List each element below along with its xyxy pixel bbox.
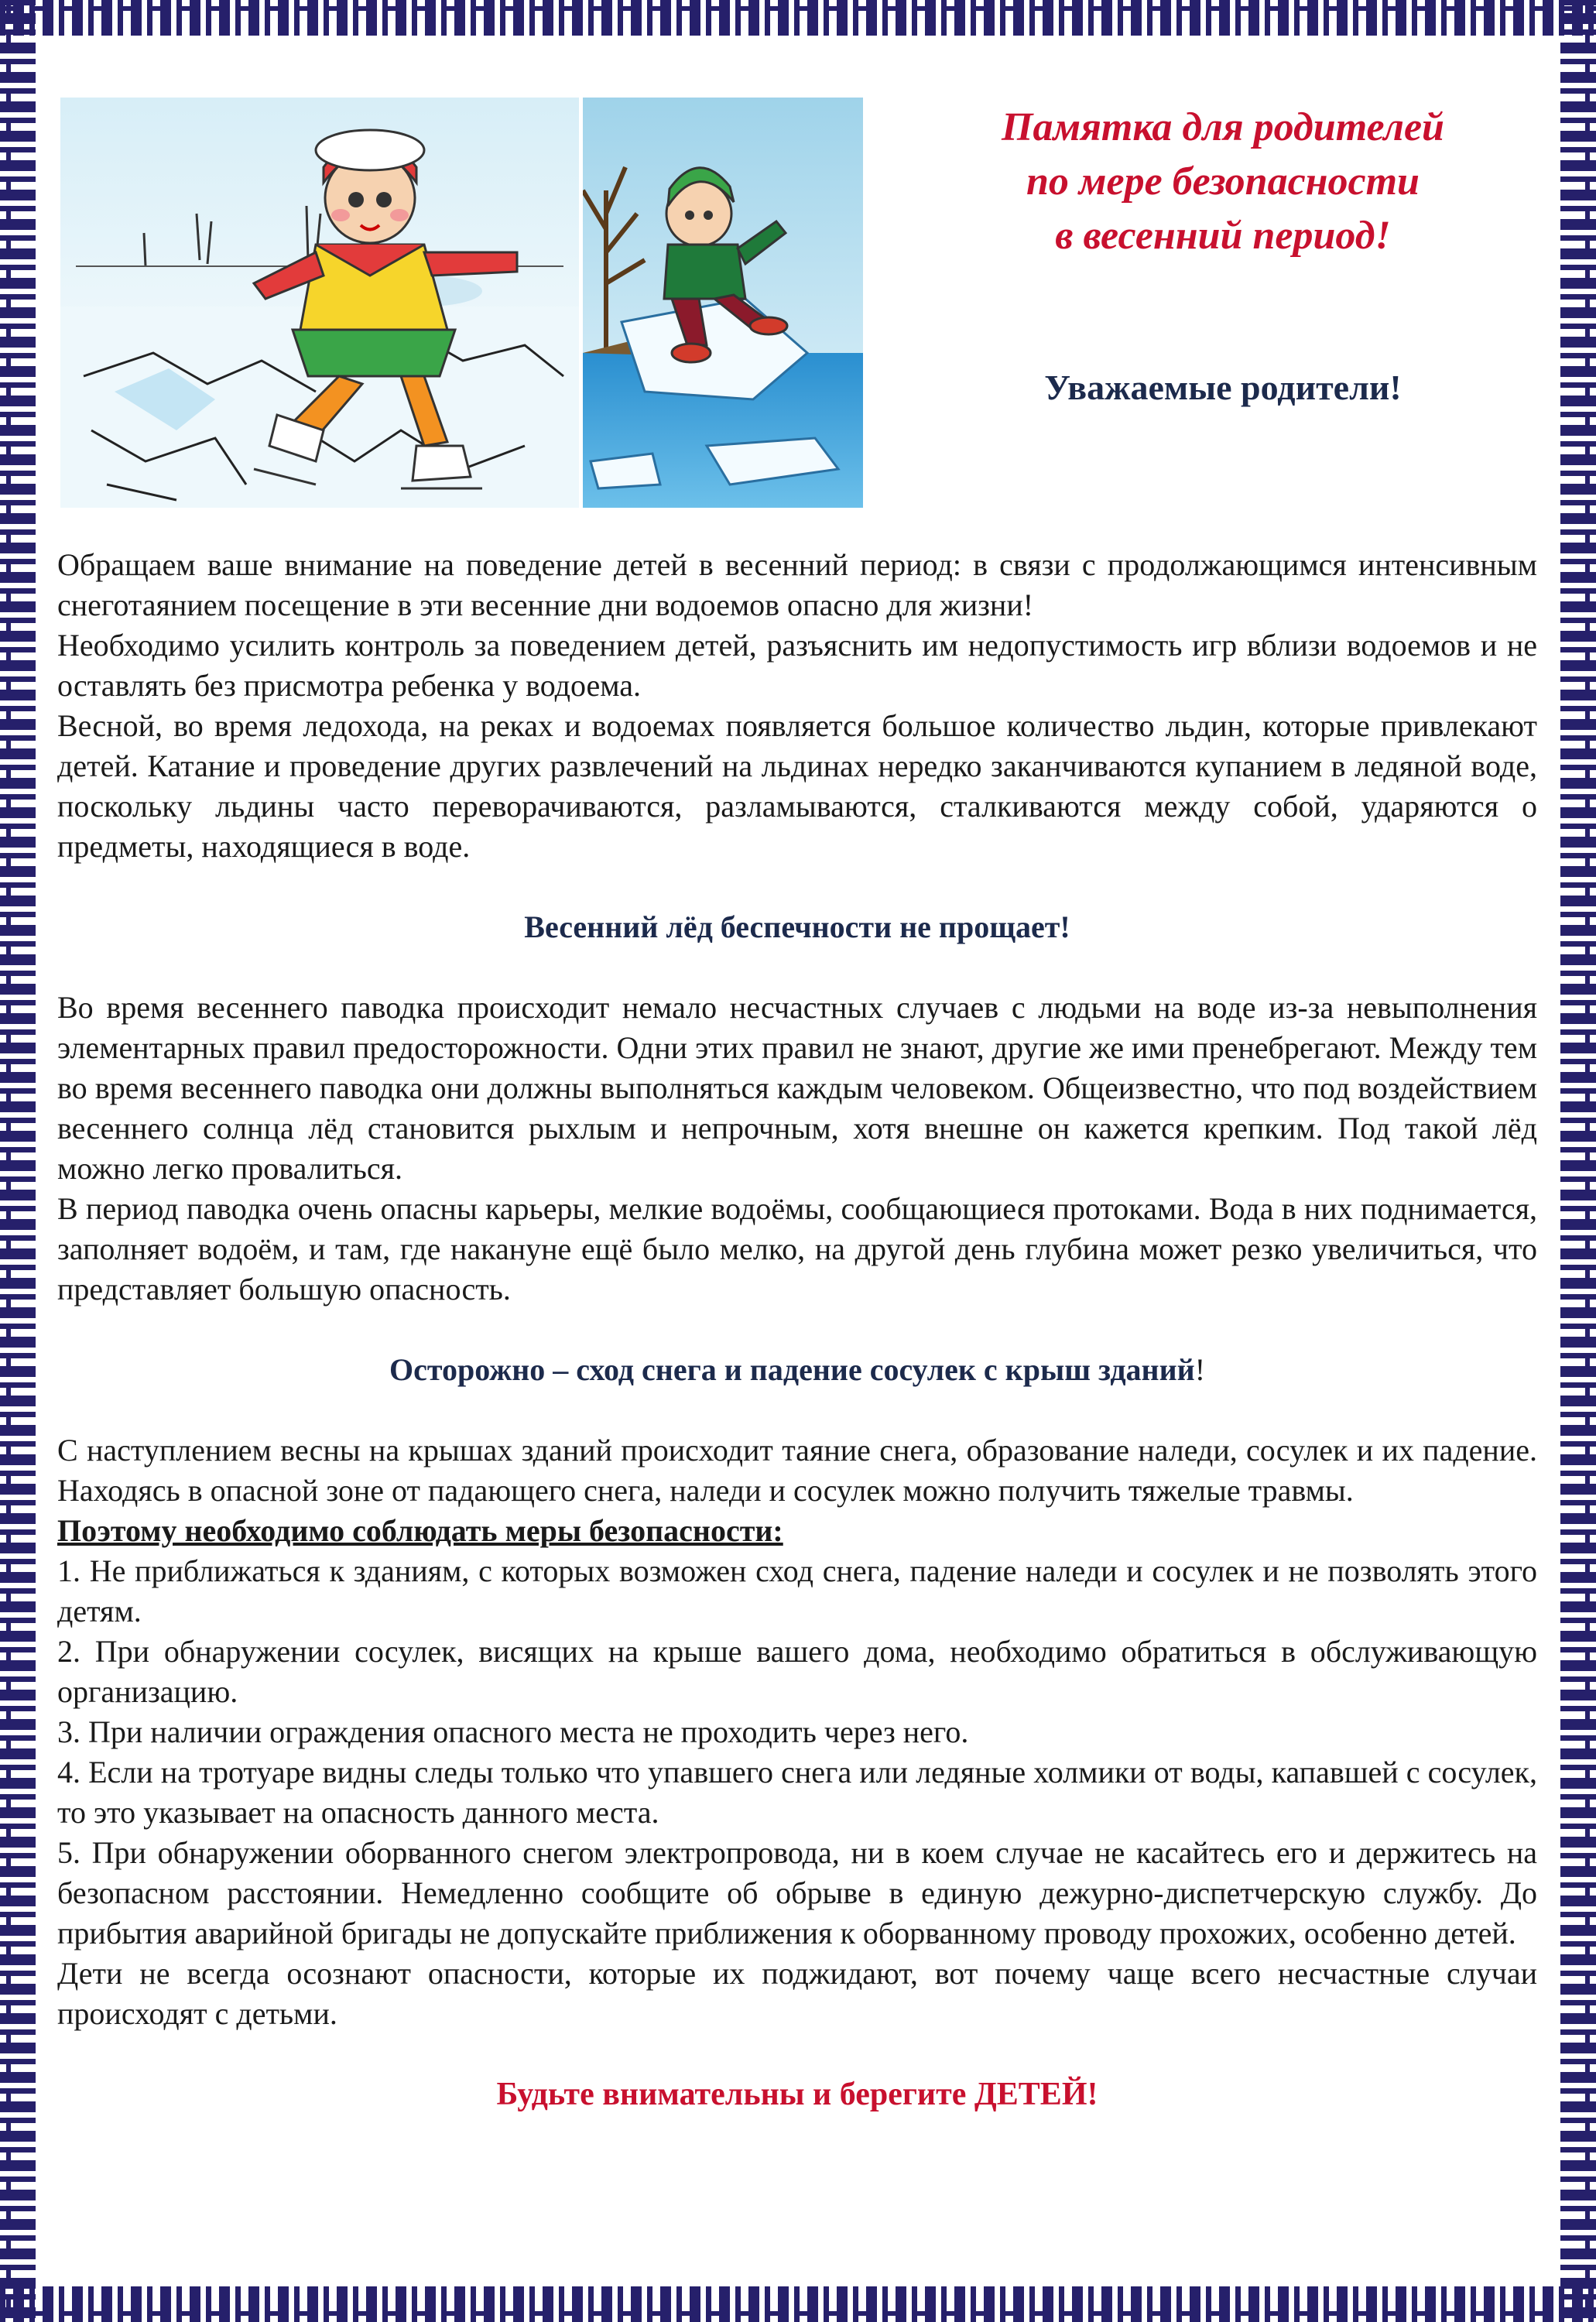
icicles-paragraph: С наступлением весны на крышах зданий происходит таяние снега, образование наледи, сосулек и их падение. Находясь в опасной зоне от падающего снега, наледи и сосулек можно получить тяжелые травмы. [57,1433,1537,1508]
icicles-heading-suffix: ! [1194,1352,1206,1387]
page-border-top [0,0,1596,36]
intro-paragraph: Необходимо усилить контроль за поведением детей, разъяснить им недопустимость игр вблизи водоемов и не оставлять без присмотра ребенка у водоема. [57,628,1537,703]
final-note: Будьте внимательны и берегите ДЕТЕЙ! [496,2077,1098,2112]
intro-paragraph: Весной, во время ледохода, на реках и водоемах появляется большое количество льдин, которые привлекают детей. Катание и проведение других развлечений на льдинах нередко заканчиваются купанием в ледяной воде, поскольку льдины часто переворачиваются, разламываются, сталкиваются между собой, ударяются о предметы, находящиеся в воде. [57,708,1537,864]
page-title [898,101,1548,263]
section-heading-ice: Весенний лёд беспечности не прощает! [524,909,1070,944]
page-border-right [1560,0,1596,2322]
page-border-bottom [0,2286,1596,2322]
safety-rule-item: 5. При обнаружении оборванного снегом электропровода, ни в коем случае не касайтесь его и держитесь на безопасном расстоянии. Немедленно сообщите об обрыве в единую дежурно-диспетчерскую службу. До прибытия аварийной бригады не допускайте приближения к оборванному проводу прохожих, особенно детей. [57,1835,1537,1950]
title-line: Памятка для родителей [1002,105,1444,149]
page-border-left [0,0,36,2322]
safety-rule-item: 3. При наличии ограждения опасного места не проходить через него. [57,1714,969,1749]
ice-floe-child-illustration [583,98,863,508]
safety-rule-item: 1. Не приближаться к зданиям, с которых возможен сход снега, падение наледи и сосулек и не позволять этого детям. [57,1553,1537,1628]
safety-rule-item: 2. При обнаружении сосулек, висящих на крыше вашего дома, необходимо обратиться в обслуживающую организацию. [57,1634,1537,1709]
title-line: по мере безопасности [1026,159,1420,204]
greeting: Уважаемые родители! [1044,368,1402,407]
ice-paragraph: Во время весеннего паводка происходит немало несчастных случаев с людьми на воде из-за невыполнения элементарных правил предосторожности. Одни этих правил не знают, другие же ими пренебрегают. Между тем во время весеннего паводка они должны выполняться каждым человеком. Общеизвестно, что под воздействием весеннего солнца лёд становится рыхлым и непрочным, хотя внешне он кажется крепким. Под такой лёд можно легко провалиться. [57,990,1537,1186]
document-body [57,545,1537,2115]
closing-paragraph: Дети не всегда осознают опасности, которые их поджидают, вот почему чаще всего несчастные случаи происходят с детьми. [57,1956,1537,2031]
skating-child-illustration [60,98,579,508]
safety-rule-item: 4. Если на тротуаре видны следы только что упавшего снега или ледяные холмики от воды, капавшей с сосулек, то это указывает на опасность данного места. [57,1755,1537,1830]
icicles-heading-text: Осторожно – сход снега и падение сосулек с крыш зданий [389,1352,1195,1387]
section-heading-icicles [57,1350,1537,1390]
safety-rules-heading: Поэтому необходимо соблюдать меры безопасности: [57,1513,783,1548]
title-line: в весенний период! [1055,214,1391,258]
intro-paragraph: Обращаем ваше внимание на поведение детей в весенний период: в связи с продолжающимся интенсивным снеготаянием посещение в эти весенние дни водоемов опасно для жизни! [57,547,1537,622]
ice-paragraph: В период паводка очень опасны карьеры, мелкие водоёмы, сообщающиеся протоками. Вода в них поднимается, заполняет водоём, и там, где накануне ещё было мелко, на другой день глубина может резко увеличиться, что представляет большую опасность. [57,1191,1537,1307]
